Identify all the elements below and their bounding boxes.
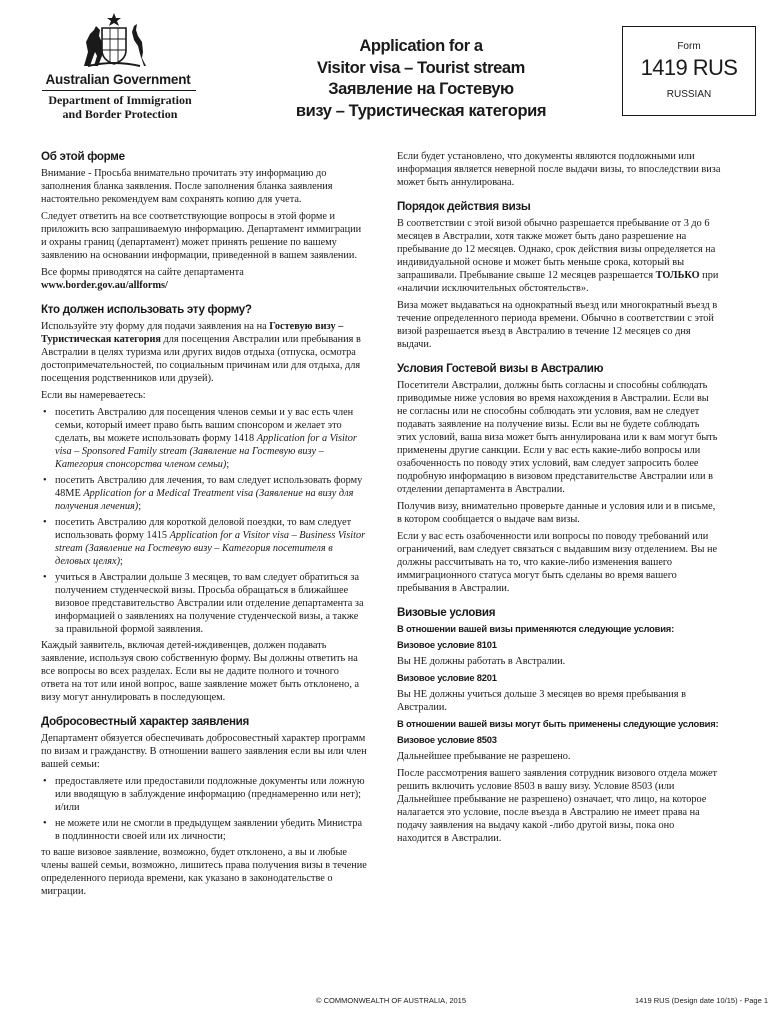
condition-text-8101: Вы НЕ должны работать в Австралии. <box>397 656 566 667</box>
title-line-4: визу – Туристическая категория <box>295 101 547 120</box>
bold-text: ТОЛЬКО <box>655 270 700 281</box>
condition-title-8101: Визовое условие 8101 <box>397 639 497 650</box>
paragraph: то ваше визовое заявление, возможно, будет отклонено, а вы и любые члены вашей семьи, возможно, лишитесь права получения визы в течение определенного периода времени, как указано в законодательстве о миграции. <box>41 847 367 897</box>
section-heading-genuineness: Добросовестный характер заявления <box>41 715 249 728</box>
title-line-1: Application for a <box>359 37 483 55</box>
subheading-possible-conditions: В отношении вашей визы могут быть применены следующие условия: <box>397 718 719 729</box>
section-heading-who-should-use: Кто должен использовать эту форму? <box>41 303 252 316</box>
department-line-1: Department of Immigration <box>48 93 192 107</box>
paragraph: Внимание - Просьба внимательно прочитать эту информацию до заполнения бланка заявления. После заполнения бланка заявления настоятельно рекомендуем вам сохранять копию для учета. <box>41 168 333 205</box>
bullet-list <box>41 406 367 636</box>
text-span: при «наличии исключительных обстоятельств». <box>397 270 719 294</box>
bold-text: Гостевую визу – Туристическая категория <box>41 321 344 345</box>
paragraph: Посетители Австралии, должны быть согласны и способны соблюдать приводимые ниже условия во время нахождения в Австралии. Если вы не согласны или не способны соблюдать эти условия, вам не следует подавать заявление на получение визы. Если вы не будете соблюдать этих условий, ваша виза может быть аннулирована или к вам могут быть применены другие санкции. Если у вас есть какие-либо вопросы или озабоченность по поводу этих условий, вам следует запросить более подробную информацию в визовом представительстве Австралии или в отделении департамента в Австралии. <box>397 380 718 495</box>
paragraph: Получив визу, внимательно проверьте данные и условия или и в письме, в котором сообщается о выдаче вам визы. <box>397 501 716 525</box>
bullet-list <box>41 775 367 843</box>
form-title <box>290 36 552 122</box>
paragraph: Если вы намереваетесь: <box>41 390 146 401</box>
text-span: посетить Австралию для короткой деловой поездки, то вам следует использовать форму 1415 <box>55 517 352 541</box>
list-item <box>55 474 367 513</box>
title-line-2: Visitor visa – Tourist stream <box>317 58 525 77</box>
form-number: 1419 RUS <box>640 55 738 80</box>
text-span: посетить Австралию для посещения членов семьи и у вас есть член семьи, который имеет право быть вашим спонсором и желает это сделать, вы можете использовать форму 1418 <box>55 407 354 444</box>
section-heading-visa-conditions: Условия Гостевой визы в Австралию <box>397 362 604 375</box>
italic-text: Application for a Visitor visa – Sponsored Family stream (Заявление на Гостевую визу – Категория спонсорства членом семьи) <box>55 433 357 470</box>
paragraph <box>41 266 367 292</box>
paragraph: Следует ответить на все соответствующие вопросы в этой форме и приложить всю запрашиваемую информацию. Департамент иммиграции и охраны границ (департамент) может принять решение по вашему заявлению на основании информации, приведенной в вашем заявлении. <box>41 211 362 261</box>
paragraph-text: Все формы приводятся на сайте департамента <box>41 267 244 278</box>
list-item: • предоставляете или предоставили подложные документы или ложную или вводящую в заблуждение информацию (преднамеренно или нет); и/или <box>55 775 367 814</box>
subheading-applied-conditions: В отношении вашей визы применяются следующие условия: <box>397 623 674 634</box>
header-divider <box>42 90 196 91</box>
paragraph: Каждый заявитель, включая детей-иждивенцев, должен подавать заявление, используя свою собственную форму. Вы должны ответить на все вопросы во всех разделах. Если вы не дадите полного и точного ответа на тот или иной вопрос, ваше заявление может быть отклонено, а визу могут аннулировать в последующем. <box>41 640 360 703</box>
section-heading-conditions: Визовые условия <box>397 606 496 619</box>
paragraph: Виза может выдаваться на однократный въезд или многократный въезд в течение определенного периода времени. Обычно в соответствии с этой визой разрешается въезд в Австралию в течение 12 месяцев со дня выдачи. <box>397 300 718 350</box>
title-line-3: Заявление на Гостевую <box>328 80 514 98</box>
section-heading-visa-validity: Порядок действия визы <box>397 200 531 213</box>
government-name: Australian Government <box>45 72 191 87</box>
condition-title-8201: Визовое условие 8201 <box>397 672 497 683</box>
paragraph <box>41 320 367 385</box>
right-column <box>397 150 721 849</box>
section-heading-about-form: Об этой форме <box>41 150 125 163</box>
list-item: • учиться в Австралии дольше 3 месяцев, то вам следует обратиться за получением студенческой визы. Просьба обращаться в ближайшее визовое представительство Австралии или отделение департамента за информацией о заявлениях на получение студенческой визы, а также за правильной формой заявления. <box>55 571 367 636</box>
text-span: для посещения Австралии или пребывания в Австралии в целях туризма или других видов отдыха (отпуска, осмотра достопримечательностей, по социальным причинам или для отдыха, для посещения родственников или друзей). <box>41 334 361 384</box>
list-item <box>55 516 367 568</box>
condition-title-8503: Визовое условие 8503 <box>397 734 497 745</box>
paragraph: После рассмотрения вашего заявления сотрудник визового отдела может решить включить условие 8503 в вашу визу. Условие 8503 (или Дальнейшее пребывание не разрешено) означает, что лицо, на которое налагается это условие, после въезда в Австралию не имеет права на подачу заявления на выдачу какой -либо другой визы, пока оно находится в Австралии. <box>397 768 718 844</box>
text-span: В соответствии с этой визой обычно разрешается пребывание от 3 до 6 месяцев в Австралии, хотя также может быть дано разрешение на пребывание до 12 месяцев. Однако, срок действия визы определяется на индивидуальной основе и может быть меньше срока, который вы запрашивали. Пребывание свыше 12 месяцев разрешается <box>397 218 716 281</box>
text-span: посетить Австралию для лечения, то вам следует использовать форму 48ME <box>55 475 363 499</box>
form-number-box <box>622 26 756 116</box>
text-span: ; <box>226 459 230 470</box>
coat-of-arms-icon <box>80 12 148 68</box>
paragraph: Если будет установлено, что документы являются подложными или информация является неверной после выдачи визы, то впоследствии виза может быть аннулирована. <box>397 151 721 188</box>
paragraph: Департамент обязуется обеспечивать добросовестный характер программ по визам и гражданству. В отношении вашего заявления если вы или член вашей семьи: <box>41 733 367 770</box>
form-label: Form <box>677 41 701 52</box>
text-span: ; <box>120 556 123 567</box>
footer-copyright: © COMMONWEALTH OF AUSTRALIA, 2015 <box>316 996 466 1005</box>
list-item <box>55 406 367 471</box>
footer-page-info: 1419 RUS (Design date 10/15) - Page 1 <box>635 996 768 1005</box>
text-span: ; <box>138 501 142 512</box>
condition-text-8201: Вы НЕ должны учиться дольше 3 месяцев во время пребывания в Австралии. <box>397 689 686 713</box>
italic-text: Application for a Visitor visa – Business Visitor stream (Заявление на Гостевую визу – Категория посетителя в деловых целях) <box>55 530 366 567</box>
department-line-2: and Border Protection <box>62 106 178 121</box>
paragraph <box>397 217 721 295</box>
italic-text: Application for a Medical Treatment visa (Заявление на визу для получения лечения) <box>55 488 354 512</box>
list-item: • не можете или не смогли в предыдущем заявлении убедить Министра в подлинности своей или их личности; <box>55 817 367 843</box>
department-name <box>42 94 198 121</box>
text-span: Используйте эту форму для подачи заявления на на <box>41 321 270 332</box>
condition-text-8503: Дальнейшее пребывание не разрешено. <box>397 751 571 762</box>
left-column <box>41 150 367 902</box>
forms-link[interactable]: www.border.gov.au/allforms/ <box>41 280 168 291</box>
paragraph: Если у вас есть озабоченности или вопросы по поводу требований или ограничений, вам следует связаться с выдавшим визу отделением. Вы не должны рассчитывать на то, что какие-либо изменения вашего иммиграционного статуса могут быть сделаны во время вашего пребывания в Австралии. <box>397 531 718 594</box>
form-language: RUSSIAN <box>666 89 712 100</box>
